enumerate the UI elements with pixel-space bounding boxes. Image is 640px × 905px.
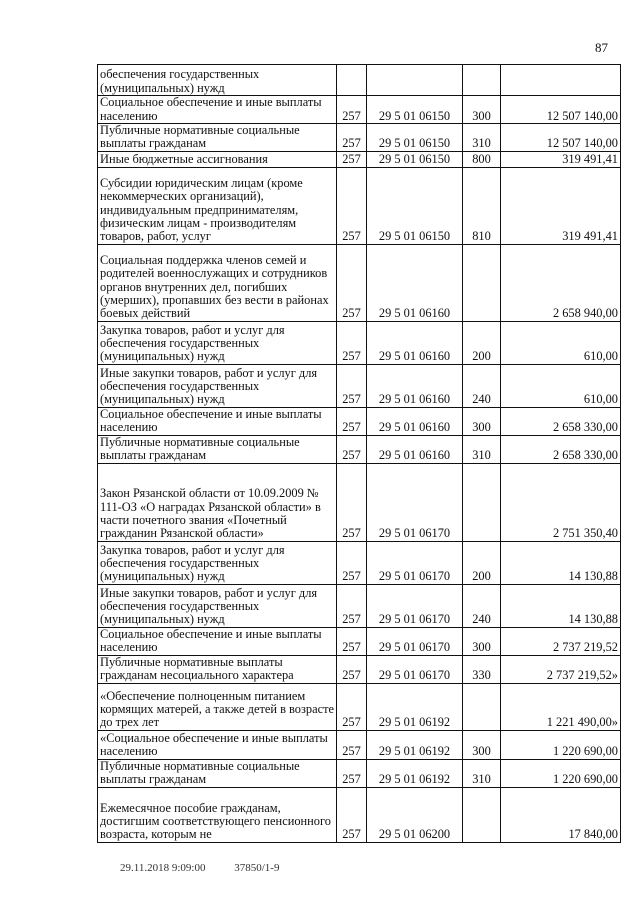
row-name-cell: Публичные нормативные социальные выплаты гражданам <box>98 435 337 463</box>
row-target-article-cell: 29 5 01 06192 <box>367 759 463 787</box>
row-amount-cell: 2 658 330,00 <box>501 407 621 435</box>
row-expense-type-cell: 330 <box>463 655 501 683</box>
row-name-cell: Ежемесячное пособие гражданам, достигшим соответствующего пенсионного возраста, которым не <box>98 787 337 842</box>
row-target-article-cell: 29 5 01 06160 <box>367 364 463 407</box>
row-expense-type-cell: 310 <box>463 435 501 463</box>
table-row <box>98 151 621 167</box>
row-name-cell: Субсидии юридическим лицам (кроме некоммерческих организаций), индивидуальным предпринимателям, физическим лицам - производителям товаров, работ, услуг <box>98 167 337 244</box>
footer-timestamp: 29.11.2018 9:09:00 <box>120 862 206 874</box>
row-name-cell: Социальное обеспечение и иные выплаты населению <box>98 96 337 124</box>
row-code-cell: 257 <box>337 124 367 152</box>
row-target-article-cell: 29 5 01 06170 <box>367 655 463 683</box>
row-code-cell: 257 <box>337 321 367 364</box>
row-target-article-cell: 29 5 01 06200 <box>367 787 463 842</box>
table-row <box>98 65 621 96</box>
row-code-cell: 257 <box>337 167 367 244</box>
row-expense-type-cell <box>463 683 501 730</box>
row-expense-type-cell: 810 <box>463 167 501 244</box>
row-amount-cell: 2 751 350,40 <box>501 463 621 541</box>
row-expense-type-cell: 300 <box>463 96 501 124</box>
row-name-cell: Закупка товаров, работ и услуг для обеспечения государственных (муниципальных) нужд <box>98 541 337 584</box>
row-code-cell: 257 <box>337 435 367 463</box>
row-name-cell: Закупка товаров, работ и услуг для обеспечения государственных (муниципальных) нужд <box>98 321 337 364</box>
row-name-cell: Закон Рязанской области от 10.09.2009 № 111-ОЗ «О наградах Рязанской области» в части почетного звания «Почетный гражданин Рязанской области» <box>98 463 337 541</box>
row-expense-type-cell: 300 <box>463 407 501 435</box>
row-expense-type-cell: 200 <box>463 321 501 364</box>
row-target-article-cell: 29 5 01 06170 <box>367 584 463 627</box>
table-row <box>98 167 621 244</box>
row-target-article-cell: 29 5 01 06150 <box>367 151 463 167</box>
row-code-cell: 257 <box>337 759 367 787</box>
table-row <box>98 407 621 435</box>
budget-table <box>97 64 621 843</box>
row-name-cell: Социальная поддержка членов семей и родителей военнослужащих и сотрудников органов внутренних дел, погибших (умерших), пропавших без вести в районах боевых действий <box>98 244 337 321</box>
row-expense-type-cell <box>463 463 501 541</box>
row-name-cell: Публичные нормативные социальные выплаты гражданам <box>98 759 337 787</box>
row-amount-cell: 17 840,00 <box>501 787 621 842</box>
row-code-cell: 257 <box>337 584 367 627</box>
row-target-article-cell: 29 5 01 06150 <box>367 167 463 244</box>
row-amount-cell: 2 737 219,52 <box>501 627 621 655</box>
table-row <box>98 627 621 655</box>
table-row <box>98 364 621 407</box>
row-code-cell <box>337 65 367 96</box>
row-amount-cell: 12 507 140,00 <box>501 96 621 124</box>
row-expense-type-cell: 310 <box>463 759 501 787</box>
row-name-cell: Публичные нормативные выплаты гражданам несоциального характера <box>98 655 337 683</box>
table-row <box>98 584 621 627</box>
table-row <box>98 759 621 787</box>
row-name-cell: Иные закупки товаров, работ и услуг для обеспечения государственных (муниципальных) нужд <box>98 364 337 407</box>
row-name-cell: Иные закупки товаров, работ и услуг для обеспечения государственных (муниципальных) нужд <box>98 584 337 627</box>
row-code-cell: 257 <box>337 787 367 842</box>
row-target-article-cell: 29 5 01 06160 <box>367 321 463 364</box>
row-target-article-cell: 29 5 01 06150 <box>367 96 463 124</box>
row-code-cell: 257 <box>337 627 367 655</box>
row-amount-cell: 2 658 940,00 <box>501 244 621 321</box>
row-amount-cell: 319 491,41 <box>501 151 621 167</box>
row-expense-type-cell: 240 <box>463 584 501 627</box>
table-row <box>98 321 621 364</box>
row-target-article-cell: 29 5 01 06160 <box>367 407 463 435</box>
row-expense-type-cell: 310 <box>463 124 501 152</box>
row-expense-type-cell <box>463 787 501 842</box>
row-code-cell: 257 <box>337 151 367 167</box>
table-row <box>98 96 621 124</box>
row-target-article-cell: 29 5 01 06192 <box>367 683 463 730</box>
table-row <box>98 683 621 730</box>
row-amount-cell: 1 221 490,00» <box>501 683 621 730</box>
row-target-article-cell: 29 5 01 06160 <box>367 244 463 321</box>
row-name-cell: обеспечения государственных (муниципальных) нужд <box>98 65 337 96</box>
row-code-cell: 257 <box>337 407 367 435</box>
row-expense-type-cell: 200 <box>463 541 501 584</box>
row-expense-type-cell: 800 <box>463 151 501 167</box>
row-amount-cell: 14 130,88 <box>501 541 621 584</box>
row-amount-cell <box>501 65 621 96</box>
row-name-cell: Социальное обеспечение и иные выплаты населению <box>98 407 337 435</box>
row-name-cell: Социальное обеспечение и иные выплаты населению <box>98 627 337 655</box>
row-name-cell: Публичные нормативные социальные выплаты гражданам <box>98 124 337 152</box>
row-code-cell: 257 <box>337 364 367 407</box>
row-target-article-cell: 29 5 01 06160 <box>367 435 463 463</box>
row-name-cell: Иные бюджетные ассигнования <box>98 151 337 167</box>
row-code-cell: 257 <box>337 683 367 730</box>
row-amount-cell: 610,00 <box>501 321 621 364</box>
row-target-article-cell: 29 5 01 06150 <box>367 124 463 152</box>
row-amount-cell: 2 658 330,00 <box>501 435 621 463</box>
table-row <box>98 655 621 683</box>
row-amount-cell: 12 507 140,00 <box>501 124 621 152</box>
row-amount-cell: 1 220 690,00 <box>501 730 621 759</box>
table-row <box>98 435 621 463</box>
row-amount-cell: 1 220 690,00 <box>501 759 621 787</box>
row-target-article-cell <box>367 65 463 96</box>
row-expense-type-cell: 300 <box>463 627 501 655</box>
table-row <box>98 541 621 584</box>
row-expense-type-cell <box>463 244 501 321</box>
table-row <box>98 244 621 321</box>
row-code-cell: 257 <box>337 96 367 124</box>
row-expense-type-cell: 300 <box>463 730 501 759</box>
row-amount-cell: 14 130,88 <box>501 584 621 627</box>
row-name-cell: «Обеспечение полноценным питанием кормящих матерей, а также детей в возрасте до трех лет <box>98 683 337 730</box>
row-name-cell: «Социальное обеспечение и иные выплаты населению <box>98 730 337 759</box>
row-code-cell: 257 <box>337 463 367 541</box>
row-amount-cell: 319 491,41 <box>501 167 621 244</box>
row-amount-cell: 2 737 219,52» <box>501 655 621 683</box>
footer-doc-id: 37850/1-9 <box>234 862 280 874</box>
row-expense-type-cell <box>463 65 501 96</box>
row-code-cell: 257 <box>337 244 367 321</box>
row-target-article-cell: 29 5 01 06170 <box>367 541 463 584</box>
table-row <box>98 463 621 541</box>
table-row <box>98 124 621 152</box>
row-expense-type-cell: 240 <box>463 364 501 407</box>
footer <box>120 862 279 874</box>
budget-table-body <box>98 65 621 843</box>
row-target-article-cell: 29 5 01 06170 <box>367 463 463 541</box>
row-target-article-cell: 29 5 01 06170 <box>367 627 463 655</box>
row-code-cell: 257 <box>337 655 367 683</box>
page-number: 87 <box>595 40 608 55</box>
row-amount-cell: 610,00 <box>501 364 621 407</box>
row-target-article-cell: 29 5 01 06192 <box>367 730 463 759</box>
row-code-cell: 257 <box>337 730 367 759</box>
row-code-cell: 257 <box>337 541 367 584</box>
table-row <box>98 730 621 759</box>
table-row <box>98 787 621 842</box>
